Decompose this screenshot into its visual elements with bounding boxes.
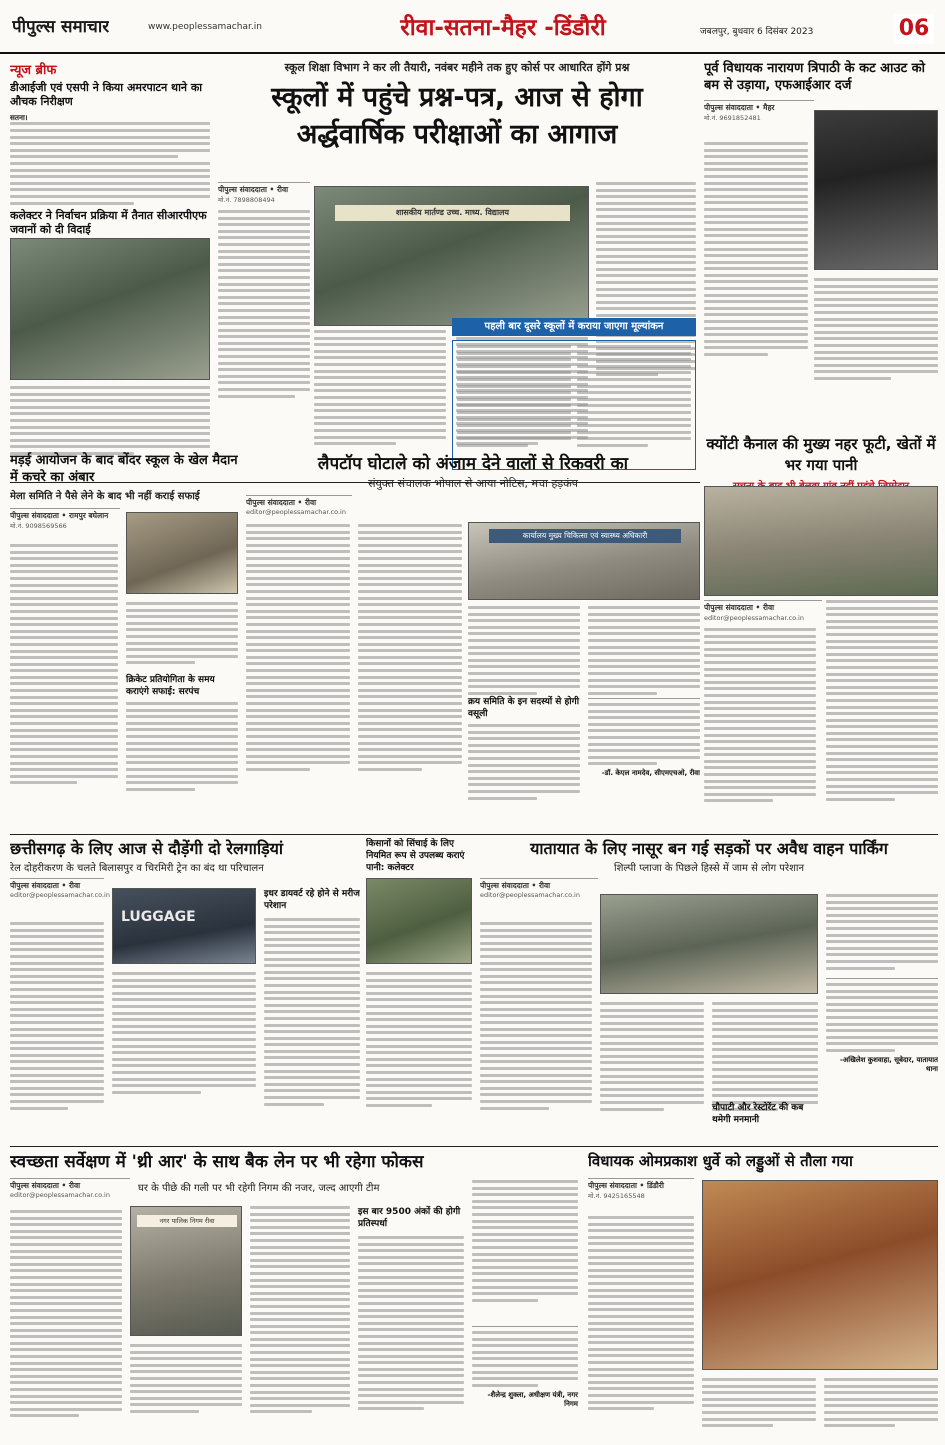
- mela-byline: पीपुल्स संवाददाता • रामपुर बघेलान: [10, 508, 120, 521]
- swachh-photo-sign: नगर पालिक निगम रीवा: [137, 1215, 237, 1227]
- side1-photo: [814, 110, 938, 270]
- swachh-sub: घर के पीछे की गली पर भी रहेगी निगम की नजर, जल्द आएगी टीम: [138, 1183, 380, 1194]
- lead-byline-name: पीपुल्स संवाददाता: [218, 185, 267, 194]
- parking-quote-author: -अखिलेश कुशवाहा, सूबेदार, यातायात थाना: [840, 1055, 938, 1073]
- mela-byline-place: रामपुर बघेलान: [68, 511, 109, 520]
- brief-body-1: [10, 113, 210, 205]
- brief-photo: [10, 238, 210, 380]
- divider: [10, 834, 938, 835]
- laptop-quote-author: -डॉ. केएल नामदेव, सीएमएचओ, रीवा: [601, 769, 700, 778]
- lead-photo-sign: शासकीय मार्तण्ड उच्च. माध्य. विद्यालय: [335, 205, 570, 221]
- parking-sub: शिल्पी प्लाजा के पिछले हिस्से में जाम से लोग परेशान: [613, 863, 805, 874]
- lead-byline-place: रीवा: [276, 185, 289, 194]
- news-brief-label: न्यूज ब्रीफ: [10, 63, 57, 78]
- side2-photo: [704, 486, 938, 596]
- mela-byline-name: पीपुल्स संवाददाता: [10, 511, 59, 520]
- mela-sub: मेला समिति ने पैसे लेने के बाद भी नहीं कराई सफाई: [10, 491, 200, 502]
- mla-byline: पीपुल्स संवाददाता • डिंडौरी: [588, 1178, 694, 1191]
- side-story-cutout: [704, 60, 938, 430]
- laptop-byline-name: पीपुल्स संवाददाता: [246, 498, 295, 507]
- side2-byline: पीपुल्स संवाददाता • रीवा: [704, 600, 822, 613]
- rail-byline-place: रीवा: [68, 881, 81, 890]
- mela-sub2: क्रिकेट प्रतियोगिता के समय कराएंगे सफाई: सरपंच: [126, 675, 215, 697]
- lead-col-1: [218, 182, 310, 482]
- brief-place-1: सतना।: [10, 113, 28, 122]
- mla-headline: विधायक ओमप्रकाश धुर्वे को लड्डुओं से तौला गया: [588, 1152, 853, 1170]
- story-rail: [10, 838, 360, 1143]
- side-story-canal: [704, 434, 938, 834]
- mla-byline-place: डिंडौरी: [646, 1181, 664, 1190]
- laptop-email[interactable]: editor@peoplessamachar.co.in: [246, 508, 346, 516]
- side1-byline-name: पीपुल्स संवाददाता: [704, 103, 753, 112]
- rail-sub2: इधर डायवर्ट रहे होने से मरीज परेशान: [264, 889, 360, 911]
- parking-photo: [600, 894, 818, 994]
- swachh-quote-author: -शैलेन्द्र शुक्ला, अधीक्षण यंत्री, नगर निगम: [487, 1390, 578, 1408]
- parking-email[interactable]: editor@peoplessamachar.co.in: [480, 891, 580, 899]
- canal-headline: किसानों को सिंचाई के लिए नियमित रूप से उपलब्ध कराएं पानी: कलेक्टर: [366, 839, 465, 873]
- parking-headline: यातायात के लिए नासूर बन गई सड़कों पर अवैध वाहन पार्किंग: [530, 839, 888, 858]
- side1-byline-place: मैहर: [762, 103, 775, 112]
- masthead-logo: पीपुल्स समाचार: [12, 17, 110, 37]
- rail-photo-sign: LUGGAGE: [121, 909, 196, 925]
- swachh-photo: [130, 1206, 242, 1336]
- story-swachh: [10, 1150, 580, 1440]
- parking-byline-place: रीवा: [538, 881, 551, 890]
- rail-headline: छत्तीसगढ़ के लिए आज से दौड़ेंगी दो रेलगाड़ियां: [10, 839, 284, 858]
- issue-date: जबलपुर, बुधवार 6 दिसंबर 2023: [700, 27, 814, 37]
- swachh-email[interactable]: editor@peoplessamachar.co.in: [10, 1191, 110, 1199]
- side1-byline: पीपुल्स संवाददाता • मैहर: [704, 100, 814, 113]
- rail-byline-name: पीपुल्स संवाददाता: [10, 881, 59, 890]
- mela-headline: मड़ई आयोजन के बाद बोंदर स्कूल के खेल मैदान में कचरे का अंबार: [10, 453, 238, 485]
- lead-highlight-box: [452, 340, 696, 470]
- side2-byline-place: रीवा: [762, 603, 775, 612]
- rail-sub: रेल दोहरीकरण के चलते बिलासपुर व चिरमिरी ट्रेन का बंद था परिचालन: [10, 863, 264, 874]
- brief-body-2: [10, 386, 210, 459]
- rail-email[interactable]: editor@peoplessamachar.co.in: [10, 891, 110, 899]
- lead-kicker: स्कूल शिक्षा विभाग ने कर ली तैयारी, नवंबर महीने तक हुए कोर्स पर आधारित होंगे प्रश्न: [284, 61, 630, 74]
- story-parking: [480, 838, 938, 1143]
- swachh-headline: स्वच्छता सर्वेक्षण में 'थ्री आर' के साथ बैक लेन पर भी रहेगा फोकस: [10, 1152, 424, 1172]
- side1-mobile: मो.नं. 9691852481: [704, 114, 761, 122]
- swachh-quote-box: [472, 1326, 578, 1434]
- laptop-sub2: क्रय समिति के इन सदस्यों से होगी वसूली: [468, 697, 580, 719]
- page-number: 06: [894, 14, 934, 44]
- story-mla: [588, 1150, 938, 1440]
- story-mela: [10, 452, 238, 832]
- parking-quote-box: [826, 978, 938, 1138]
- parking-byline-name: पीपुल्स संवाददाता: [480, 881, 529, 890]
- side2-email[interactable]: editor@peoplessamachar.co.in: [704, 614, 804, 622]
- swachh-byline: पीपुल्स संवाददाता • रीवा: [10, 1178, 130, 1191]
- mela-mobile: मो.नं. 9098569566: [10, 522, 67, 530]
- laptop-byline: पीपुल्स संवाददाता • रीवा: [246, 495, 352, 508]
- laptop-quote-box: [588, 698, 700, 816]
- brief-headline-2: कलेक्टर ने निर्वाचन प्रक्रिया में तैनात सीआरपीएफ जवानों को दी विदाई: [10, 208, 207, 236]
- rail-photo: [112, 888, 256, 964]
- mela-photo: [126, 512, 238, 594]
- lead-mobile: मो.नं. 7898808494: [218, 196, 275, 204]
- lead-headline: स्कूलों में पहुंचे प्रश्न-पत्र, आज से होगा अर्द्धवार्षिक परीक्षाओं का आगाज: [271, 82, 643, 150]
- masthead-url[interactable]: www.peoplessamachar.in: [148, 22, 262, 32]
- brief-headline-1: डीआईजी एवं एसपी ने किया अमरपाटन थाने का औचक निरीक्षण: [10, 81, 203, 108]
- laptop-byline-place: रीवा: [304, 498, 317, 507]
- canal-photo: [366, 878, 472, 964]
- story-laptop: [246, 452, 700, 832]
- lead-byline: पीपुल्स संवाददाता • रीवा: [218, 182, 310, 195]
- swachh-byline-name: पीपुल्स संवाददाता: [10, 1181, 59, 1190]
- parking-byline: पीपुल्स संवाददाता • रीवा: [480, 878, 598, 891]
- news-brief-column: [10, 60, 210, 480]
- edition-title: रीवा-सतना-मैहर -डिंडौरी: [400, 15, 606, 41]
- swachh-sub2: इस बार 9500 अंकों की होगी प्रतिस्पर्धा: [358, 1207, 461, 1229]
- laptop-photo: [468, 522, 700, 600]
- story-canal-collector: [366, 838, 472, 1143]
- mla-byline-name: पीपुल्स संवाददाता: [588, 1181, 637, 1190]
- mla-mobile: मो.नं. 9425165548: [588, 1192, 645, 1200]
- side2-headline: क्योंटी कैनाल की मुख्य नहर फूटी, खेतों में भर गया पानी: [706, 435, 936, 474]
- swachh-byline-place: रीवा: [68, 1181, 81, 1190]
- laptop-sub: संयुक्त संचालक भोपाल से आया नोटिस, मचा हड़कंप: [368, 477, 578, 490]
- side1-headline: पूर्व विधायक नारायण त्रिपाठी के कट आउट को बम से उड़ाया, एफआईआर दर्ज: [704, 61, 926, 93]
- lead-highlight-bar: पहली बार दूसरे स्कूलों में कराया जाएगा मूल्यांकन: [452, 318, 696, 336]
- lead-photo: [314, 186, 589, 326]
- laptop-photo-sign: कार्यालय मुख्य चिकित्सा एवं स्वास्थ्य अधिकारी: [489, 529, 681, 543]
- side2-byline-name: पीपुल्स संवाददाता: [704, 603, 753, 612]
- mla-photo: [702, 1180, 938, 1370]
- lead-body-1: [218, 210, 310, 398]
- parking-sub2: चौपाटी और रेस्टोरेंट की कब थमेगी मनमानी: [712, 1103, 804, 1125]
- rail-byline: पीपुल्स संवाददाता • रीवा: [10, 878, 104, 891]
- laptop-headline: लैपटॉप घोटाले को अंजाम देने वालों से रिकवरी का: [317, 454, 629, 474]
- divider: [10, 1146, 938, 1147]
